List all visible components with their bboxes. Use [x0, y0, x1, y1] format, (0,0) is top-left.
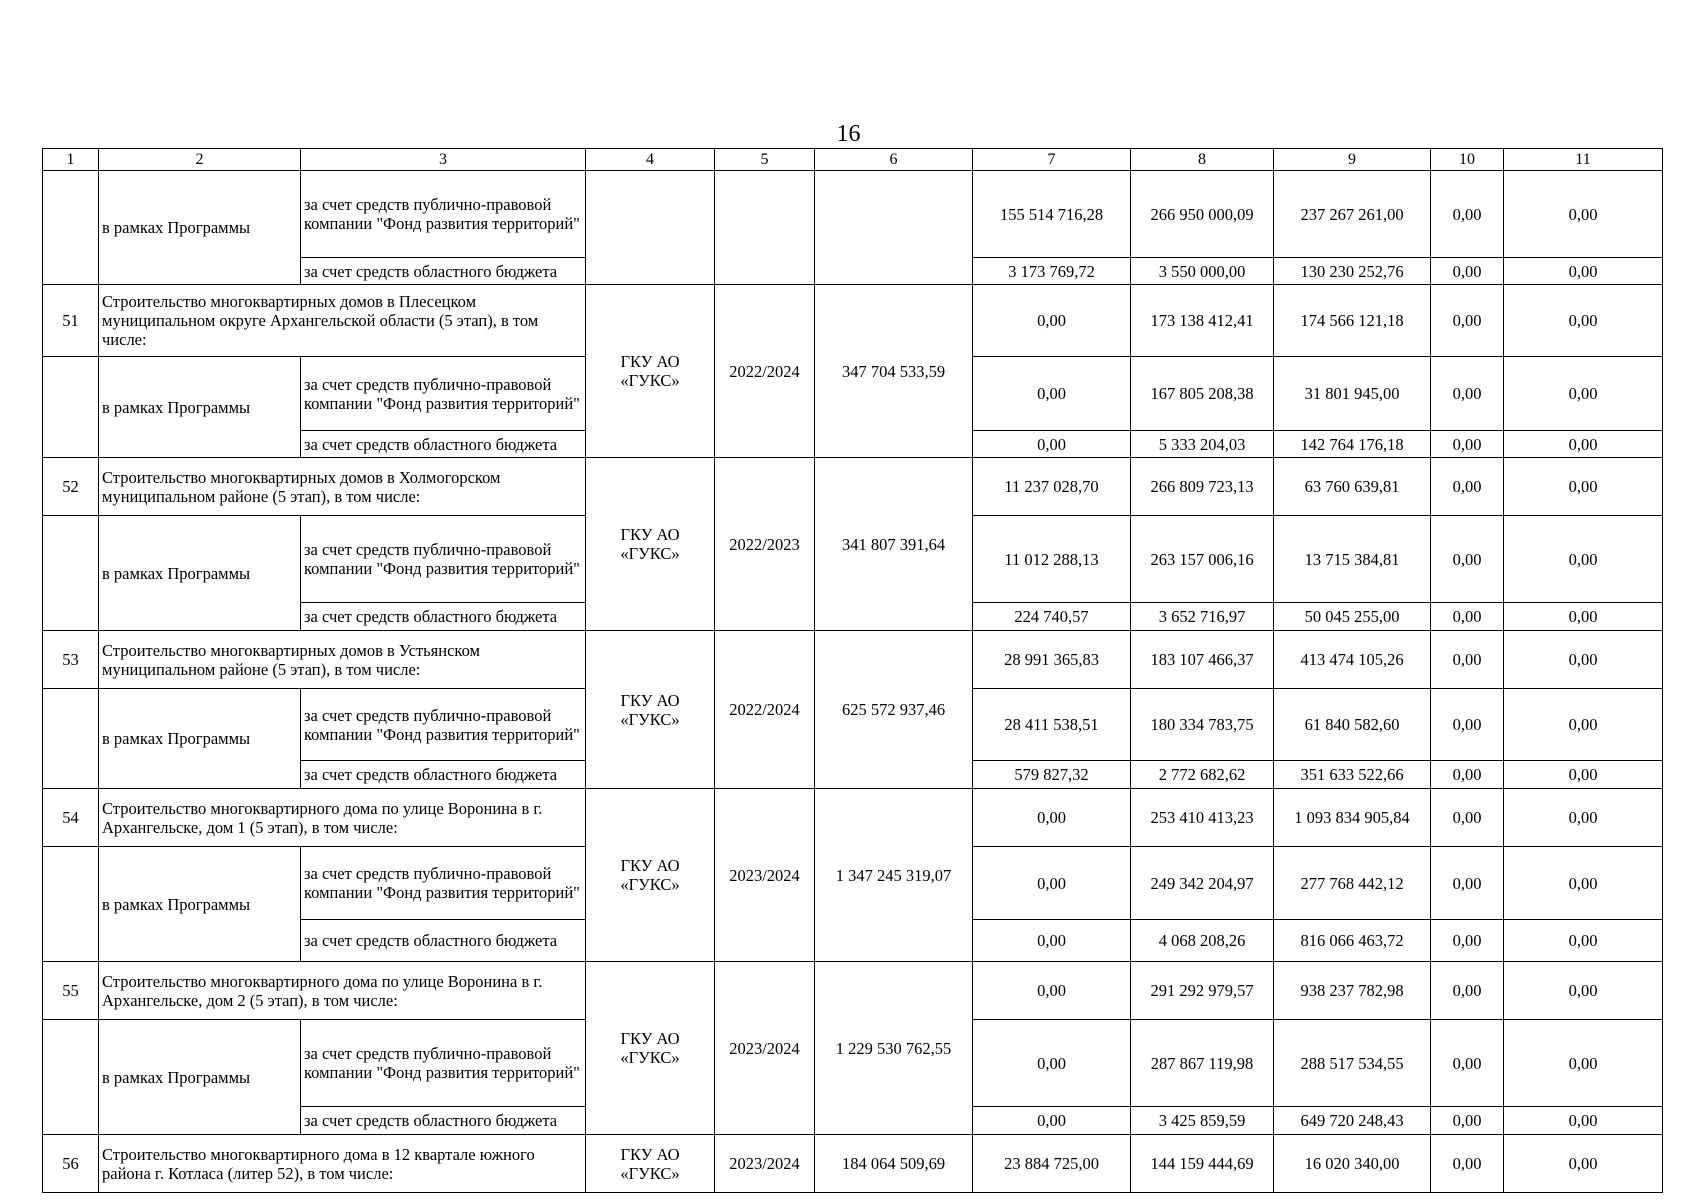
value-cell: 0,00 — [1504, 1107, 1663, 1135]
table-row — [43, 789, 1663, 847]
period-cell: 2022/2024 — [715, 285, 815, 458]
value-cell: 0,00 — [1504, 171, 1663, 258]
value-cell: 0,00 — [973, 285, 1131, 357]
period-cell — [715, 171, 815, 285]
value-cell: 0,00 — [1431, 516, 1504, 603]
period-cell: 2022/2023 — [715, 458, 815, 631]
value-cell: 180 334 783,75 — [1131, 689, 1274, 761]
table-row — [43, 171, 1663, 258]
cost-cell: 1 229 530 762,55 — [815, 962, 973, 1135]
col-header: 8 — [1131, 149, 1274, 171]
value-cell: 413 474 105,26 — [1274, 631, 1431, 689]
value-cell: 266 809 723,13 — [1131, 458, 1274, 516]
value-cell: 28 411 538,51 — [973, 689, 1131, 761]
value-cell: 0,00 — [1431, 920, 1504, 962]
value-cell: 0,00 — [1431, 285, 1504, 357]
value-cell: 155 514 716,28 — [973, 171, 1131, 258]
customer-cell: ГКУ АО «ГУКС» — [586, 631, 715, 789]
customer-cell: ГКУ АО «ГУКС» — [586, 1135, 715, 1193]
table-row — [43, 1135, 1663, 1193]
fund-source-text: за счет средств публично-правовой компании "Фонд развития территорий" — [301, 357, 586, 431]
period-cell: 2023/2024 — [715, 1135, 815, 1193]
value-cell: 0,00 — [1431, 1135, 1504, 1193]
value-cell: 277 768 442,12 — [1274, 847, 1431, 920]
table-row — [43, 285, 1663, 357]
value-cell: 16 020 340,00 — [1274, 1135, 1431, 1193]
value-cell: 0,00 — [973, 920, 1131, 962]
value-cell: 0,00 — [1431, 603, 1504, 631]
item-number: 56 — [43, 1135, 99, 1193]
value-cell: 0,00 — [1431, 962, 1504, 1020]
value-cell: 3 652 716,97 — [1131, 603, 1274, 631]
value-cell: 11 012 288,13 — [973, 516, 1131, 603]
item-title: Строительство многоквартирного дома по улице Воронина в г. Архангельске, дом 1 (5 этап), в том числе: — [99, 789, 586, 847]
program-label: в рамках Программы — [99, 1020, 301, 1135]
col-header: 6 — [815, 149, 973, 171]
value-cell: 5 333 204,03 — [1131, 431, 1274, 458]
col-header: 10 — [1431, 149, 1504, 171]
program-label: в рамках Программы — [99, 689, 301, 789]
customer-cell: ГКУ АО «ГУКС» — [586, 789, 715, 962]
program-label: в рамках Программы — [99, 516, 301, 631]
col-header: 3 — [301, 149, 586, 171]
fund-source-text: за счет средств публично-правовой компании "Фонд развития территорий" — [301, 516, 586, 603]
value-cell: 0,00 — [1504, 258, 1663, 285]
period-cell: 2023/2024 — [715, 789, 815, 962]
value-cell: 0,00 — [1504, 847, 1663, 920]
value-cell: 183 107 466,37 — [1131, 631, 1274, 689]
value-cell: 253 410 413,23 — [1131, 789, 1274, 847]
value-cell: 167 805 208,38 — [1131, 357, 1274, 431]
value-cell: 0,00 — [1431, 357, 1504, 431]
value-cell: 2 772 682,62 — [1131, 761, 1274, 789]
cost-cell: 347 704 533,59 — [815, 285, 973, 458]
value-cell: 0,00 — [1431, 789, 1504, 847]
value-cell: 0,00 — [1504, 789, 1663, 847]
value-cell: 287 867 119,98 — [1131, 1020, 1274, 1107]
value-cell: 0,00 — [1504, 285, 1663, 357]
value-cell: 0,00 — [973, 357, 1131, 431]
value-cell: 0,00 — [973, 1107, 1131, 1135]
value-cell: 263 157 006,16 — [1131, 516, 1274, 603]
item-title: Строительство многоквартирных домов в Устьянском муниципальном районе (5 этап), в том числе: — [99, 631, 586, 689]
region-source-text: за счет средств областного бюджета — [301, 258, 586, 285]
table-row — [43, 631, 1663, 689]
value-cell: 0,00 — [973, 962, 1131, 1020]
value-cell: 4 068 208,26 — [1131, 920, 1274, 962]
col-header: 9 — [1274, 149, 1431, 171]
item-number: 52 — [43, 458, 99, 516]
item-title: Строительство многоквартирных домов в Плесецком муниципальном округе Архангельской области (5 этап), в том числе: — [99, 285, 586, 357]
value-cell: 1 093 834 905,84 — [1274, 789, 1431, 847]
item-number-cell — [43, 357, 99, 458]
fund-source-text: за счет средств публично-правовой компании "Фонд развития территорий" — [301, 847, 586, 920]
item-number-cell — [43, 516, 99, 631]
value-cell: 0,00 — [1431, 689, 1504, 761]
region-source-text: за счет средств областного бюджета — [301, 761, 586, 789]
item-number: 53 — [43, 631, 99, 689]
value-cell: 0,00 — [1504, 631, 1663, 689]
col-header: 7 — [973, 149, 1131, 171]
program-label: в рамках Программы — [99, 357, 301, 458]
item-number-cell — [43, 847, 99, 962]
customer-cell: ГКУ АО «ГУКС» — [586, 962, 715, 1135]
value-cell: 0,00 — [1504, 689, 1663, 761]
value-cell: 0,00 — [1504, 1135, 1663, 1193]
customer-cell: ГКУ АО «ГУКС» — [586, 458, 715, 631]
program-label: в рамках Программы — [99, 171, 301, 285]
value-cell: 0,00 — [1431, 761, 1504, 789]
item-title: Строительство многоквартирного дома в 12 квартале южного района г. Котласа (литер 52), в том числе: — [99, 1135, 586, 1193]
program-label: в рамках Программы — [99, 847, 301, 962]
region-source-text: за счет средств областного бюджета — [301, 1107, 586, 1135]
value-cell: 288 517 534,55 — [1274, 1020, 1431, 1107]
period-cell: 2022/2024 — [715, 631, 815, 789]
value-cell: 130 230 252,76 — [1274, 258, 1431, 285]
value-cell: 50 045 255,00 — [1274, 603, 1431, 631]
region-source-text: за счет средств областного бюджета — [301, 431, 586, 458]
value-cell: 0,00 — [1431, 847, 1504, 920]
value-cell: 3 425 859,59 — [1131, 1107, 1274, 1135]
value-cell: 3 550 000,00 — [1131, 258, 1274, 285]
item-number-cell — [43, 689, 99, 789]
value-cell: 0,00 — [1431, 431, 1504, 458]
col-header: 11 — [1504, 149, 1663, 171]
column-number-row — [43, 149, 1663, 171]
col-header: 1 — [43, 149, 99, 171]
value-cell: 174 566 121,18 — [1274, 285, 1431, 357]
value-cell: 23 884 725,00 — [973, 1135, 1131, 1193]
value-cell: 0,00 — [1504, 920, 1663, 962]
value-cell: 173 138 412,41 — [1131, 285, 1274, 357]
value-cell: 13 715 384,81 — [1274, 516, 1431, 603]
value-cell: 0,00 — [973, 789, 1131, 847]
value-cell: 11 237 028,70 — [973, 458, 1131, 516]
value-cell: 938 237 782,98 — [1274, 962, 1431, 1020]
value-cell: 31 801 945,00 — [1274, 357, 1431, 431]
col-header: 2 — [99, 149, 301, 171]
item-number: 51 — [43, 285, 99, 357]
value-cell: 0,00 — [1431, 458, 1504, 516]
value-cell: 0,00 — [1504, 458, 1663, 516]
period-cell: 2023/2024 — [715, 962, 815, 1135]
value-cell: 0,00 — [1504, 1020, 1663, 1107]
value-cell: 0,00 — [1504, 761, 1663, 789]
value-cell: 0,00 — [1431, 1020, 1504, 1107]
value-cell: 0,00 — [973, 847, 1131, 920]
item-title: Строительство многоквартирного дома по улице Воронина в г. Архангельске, дом 2 (5 этап), в том числе: — [99, 962, 586, 1020]
item-number-cell — [43, 171, 99, 285]
financing-table — [42, 148, 1663, 1193]
value-cell: 3 173 769,72 — [973, 258, 1131, 285]
item-title: Строительство многоквартирных домов в Холмогорском муниципальном районе (5 этап), в том числе: — [99, 458, 586, 516]
region-source-text: за счет средств областного бюджета — [301, 920, 586, 962]
fund-source-text: за счет средств публично-правовой компании "Фонд развития территорий" — [301, 1020, 586, 1107]
cost-cell: 1 347 245 319,07 — [815, 789, 973, 962]
table-row — [43, 962, 1663, 1020]
value-cell: 579 827,32 — [973, 761, 1131, 789]
value-cell: 237 267 261,00 — [1274, 171, 1431, 258]
value-cell: 0,00 — [1504, 516, 1663, 603]
value-cell: 649 720 248,43 — [1274, 1107, 1431, 1135]
value-cell: 266 950 000,09 — [1131, 171, 1274, 258]
value-cell: 28 991 365,83 — [973, 631, 1131, 689]
item-number-cell — [43, 1020, 99, 1135]
value-cell: 0,00 — [1504, 962, 1663, 1020]
cost-cell — [815, 171, 973, 285]
fund-source-text: за счет средств публично-правовой компании "Фонд развития территорий" — [301, 689, 586, 761]
value-cell: 351 633 522,66 — [1274, 761, 1431, 789]
value-cell: 0,00 — [1504, 603, 1663, 631]
value-cell: 144 159 444,69 — [1131, 1135, 1274, 1193]
page-number: 16 — [836, 121, 861, 147]
value-cell: 816 066 463,72 — [1274, 920, 1431, 962]
value-cell: 0,00 — [1504, 357, 1663, 431]
value-cell: 0,00 — [1504, 431, 1663, 458]
value-cell: 291 292 979,57 — [1131, 962, 1274, 1020]
value-cell: 249 342 204,97 — [1131, 847, 1274, 920]
value-cell: 0,00 — [1431, 1107, 1504, 1135]
customer-cell: ГКУ АО «ГУКС» — [586, 285, 715, 458]
value-cell: 224 740,57 — [973, 603, 1131, 631]
cost-cell: 625 572 937,46 — [815, 631, 973, 789]
value-cell: 0,00 — [973, 431, 1131, 458]
cost-cell: 341 807 391,64 — [815, 458, 973, 631]
fund-source-text: за счет средств публично-правовой компании "Фонд развития территорий" — [301, 171, 586, 258]
region-source-text: за счет средств областного бюджета — [301, 603, 586, 631]
cost-cell: 184 064 509,69 — [815, 1135, 973, 1193]
value-cell: 63 760 639,81 — [1274, 458, 1431, 516]
value-cell: 0,00 — [973, 1020, 1131, 1107]
value-cell: 0,00 — [1431, 631, 1504, 689]
value-cell: 0,00 — [1431, 258, 1504, 285]
value-cell: 142 764 176,18 — [1274, 431, 1431, 458]
item-number: 55 — [43, 962, 99, 1020]
value-cell: 0,00 — [1431, 171, 1504, 258]
col-header: 4 — [586, 149, 715, 171]
table-row — [43, 458, 1663, 516]
col-header: 5 — [715, 149, 815, 171]
value-cell: 61 840 582,60 — [1274, 689, 1431, 761]
customer-cell — [586, 171, 715, 285]
item-number: 54 — [43, 789, 99, 847]
